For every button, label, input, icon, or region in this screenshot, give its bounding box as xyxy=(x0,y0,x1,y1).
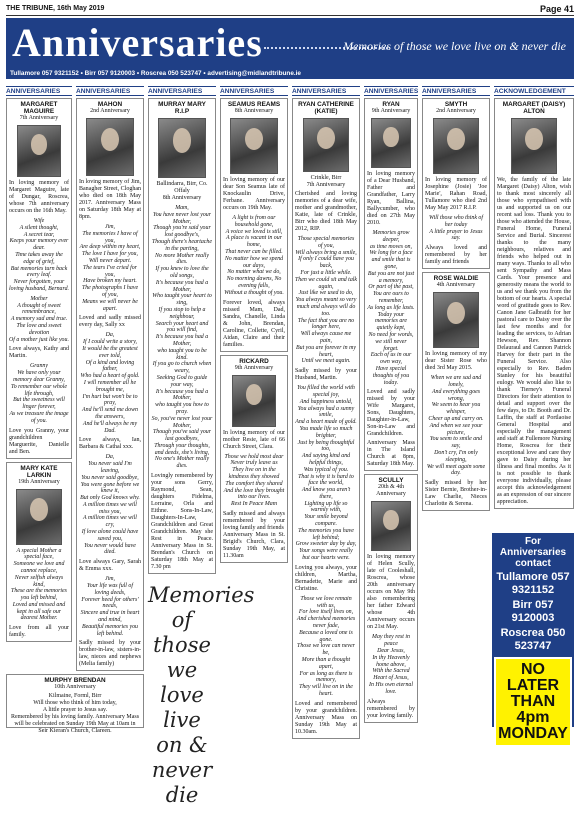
notice-verse: May they rest in peace Dear Jesus, In thy Heavenly home above, With the Sacred Heart of Jesus, In His own eternal love. xyxy=(368,634,413,695)
notice-subtitle: Crinkle, Birr 7th Anniversary xyxy=(306,175,346,188)
notice-text: Always remembered by your loving family. xyxy=(367,698,415,719)
notice-name: MURPHY BRENDAN xyxy=(44,677,106,684)
notice-text: Loved and sadly missed every day, Sally xx xyxy=(79,315,141,329)
notice-subtitle: Ballindarra, Birr, Co. Offaly 8th Anniversary xyxy=(156,181,208,201)
portrait-photo xyxy=(433,292,479,348)
notice-name: MARY KATE LARKIN xyxy=(20,464,58,479)
notice-text: Sadly missed by her Sister Bernie, Brother-in-Law Charlie, Nieces Charlotte & Serena. xyxy=(425,480,487,508)
anniversaries-contact-ad xyxy=(492,533,574,742)
notice-text: Cherished and loving memories of a dear wife, mother and grandmother, Katie, late of Crinkle, Birr who died 18th May 2012, RIP. xyxy=(295,191,357,232)
notice-text: In loving memory of our dear Son Seamus late of Knockaulin Drive, Ferbane. Anniversary occurs on 19th May. xyxy=(223,177,285,211)
column-head-7: ANNIVERSARIES xyxy=(422,86,490,96)
notice-subtitle: 9th Anniversary xyxy=(371,108,411,114)
page-title: Anniversaries xyxy=(12,20,263,65)
notice-text: Loved and remembered by your grandchildren. Anniversary Mass on Sunday 19th May at 10.30am. xyxy=(295,700,357,735)
notice-text: Love you Granny, your grandchildren Marguerite, Danielle and Ben. xyxy=(9,427,69,455)
notice-name: SMYTH xyxy=(444,101,468,108)
memories-script-panel: Memories of those we love live on & never die xyxy=(148,583,255,808)
notice-verse: Those special memories of you, Will always bring a smile, If only I could have you back, For just a little while. Then we could sit and talk again, Just like we used to do, You always meant so very much and always will do too. The fact that you are no longer here, Will always cause me pain, But you are forever in my heart, Until we meet again. xyxy=(295,236,358,365)
column-1 xyxy=(6,98,72,728)
portrait-photo xyxy=(230,118,278,174)
notice-verse: Da, If I could write a story, It would be the greatest ever told, Of a kind and loving father, Who had a heart of gold. I will remember all he brought me, I'm hurt but won't be to pray, And he'll send me down the answers, And he'll always be my Dad. xyxy=(80,332,140,434)
column-head-3: ANNIVERSARIES xyxy=(148,86,216,96)
notice-name: MARGARET (DAISY) ALTON xyxy=(502,101,566,115)
notice-subtitle: 10th Anniversary xyxy=(54,684,96,690)
notice-name: MARGARET MAGUIRE xyxy=(20,101,58,115)
notice-verse: A special Mother a special face, Someone we love and cannot replace, Never selfish always kind, These are the memories you left behind, Loved and missed and kept in all safe our dearest Mother. xyxy=(11,547,67,622)
notice-name: RYAN xyxy=(382,101,400,108)
column-2 xyxy=(76,98,144,672)
portrait-photo xyxy=(433,118,479,174)
notice-smyth xyxy=(422,98,490,269)
notice-verse: Mother A thought of sweet remembrance, A memory sad and true. The love and sweet devotion Of a mother just like you. xyxy=(9,295,69,343)
notice-subtitle: 20th & 4th Anniversary xyxy=(376,484,406,498)
notice-text: Kilmaine, Forml, Birr Will those who think of him today, A little prayer to Jesus say. Remembered by his loving family. Anniversary Mass will be celebrated on Sunday 19th May at 10am in Seir Kieran's Church, Clareen. xyxy=(10,693,140,734)
portrait-photo xyxy=(232,375,276,427)
column-4 xyxy=(220,98,288,728)
notice-text: In loving memory of a Dear Husband, Father and Grandfather, Larry Ryan, Ballina, Ballycumber, who died on 27th May 2010. xyxy=(367,171,415,226)
paper-date: THE TRIBUNE, 16th May 2019 xyxy=(6,5,105,12)
notice-maguire xyxy=(6,98,72,459)
notice-ryan xyxy=(364,98,418,471)
notice-waldie xyxy=(422,272,490,511)
notice-text: Always loved and remembered by her family and friends xyxy=(425,245,487,266)
notice-text: Lovingly remembered by your sons Gerry, Raymond, Sean, daughters Fidelma, Lorraine, Orla and Eithne. Sons-In-Law, Daughters-In-Law, Grandchildren and Great Grandchildren. May she Rest in Peace. Anniversary Mass in St. Brendan's Church on Saturday 18th May at 7.30 pm xyxy=(151,473,213,571)
notice-verse: Memories grow deeper, as time moves on, We long for a face and smile that is gone, But you are not just a memory, Or part of the past, You are ours to remember, As long as life lasts. Today your memories are quietly kept, No need for words, we still never forget. Each of us in our own way, Have special thoughts of you today. xyxy=(367,230,415,386)
notice-verse: Mam, You have never lost your Mother, Though you're said your lost goodbye's, Though there's heartache in the parting, No more Mother really dies. If you knew to love the old songs, It's because you had a Mother, Who taught your heart to sing, If you stop to help a neighbour, Search your heart and you will find, It's because you had a Mother, who taught you to be kind. If you go to church when weary, Seeking God to guide your way, It's because you had a Mother, who taught you how to pray. So, you've never lost your Mother, Though you've said your last goodbyes, Through your thoughts, and deeds, she's living, No one's Mother really dies. xyxy=(151,205,213,470)
notice-text: Sadly missed by your Husband, Martin. xyxy=(295,368,357,382)
notice-text: Love always, Ian, Barbara & Cathal xxx. xyxy=(79,437,141,451)
notice-mahon xyxy=(76,98,144,671)
notice-text: Loved and sadly missed by your Wife Margaret, Sons, Daughters, Daughter-in-Law, Son-in-Law and Grandchildren. xyxy=(367,389,415,438)
notice-name: ROSE WALDIE xyxy=(433,275,479,283)
notice-text: In loving memory of our mother Resie, late of 66 Church Street, Clara. xyxy=(223,429,285,450)
notice-text: We, the family of the late Margaret (Daisy) Alton, wish to thank most sincerely all those who sympathised with us and supported us on our recent sad loss. Thank you to those who attended the House, Funeral Home, Funeral Service and Burial. Sincerest thanks to the many neighbours, relatives and friends who helped out in many ways. Thanks to all who sent Sympathy and Mass Cards. Your presence and generosity means the world to us and we thank you from the bottom of our hearts. A special word of gratitude goes to Rev. Canon Jane Galbraith for her pastoral care to Daisy over the last few months and for leading the services, to Adrian Hewson, Rev. Shannon Delauraul and Cannon Patrick Harvey for their part in the Funeral Service. Also especially to Rev. Baden Stanley for his beautiful eulogy. We would also like to thank Tierney's Funeral Directors for their attention to detail and support over the few days, to Dr. Booth and Dr. Laffin, the staff at Portlaoise General Hospital and especially the management and staff at Fullemore Nursing Home, Roscrea for their exceptional love and care they gave to Daisy during her illness and final months. As it is not possible to thank everyone individually, please accept this acknowledgement as an expression of our sincere appreciation. xyxy=(497,177,571,505)
page-number: Page 41 xyxy=(539,4,574,14)
banner-tagline: Memories of those we love live on & never die xyxy=(343,39,566,53)
notice-text: Sadly missed and always remembered by your loving family and friends Anniversary Mass in St. Brigid's Church, Clara, Sunday 19th May, at 11.30am xyxy=(223,510,285,559)
notice-verse: Da, You never said I'm leaving, You never said goodbye, You were gone before we knew it, But only God knows why. A million times we will miss you, A million times we will cry, If love alone could have saved you, You never would have died. xyxy=(80,454,140,556)
portrait-photo xyxy=(371,501,411,551)
column-head-4: ANNIVERSARIES xyxy=(220,86,288,96)
column-5 xyxy=(292,98,360,735)
column-head-6: ANNIVERSARIES xyxy=(364,88,419,95)
notice-verse: Jim, The memories I have of you, Are deep within my heart, The love I have for you, Will never depart. The tears I've cried for you, Have broken my heart. The photographs I have of you, Means we will never be apart. xyxy=(79,224,141,312)
notice-text: Sadly missed by your brother-in-law, sisters-in-law, nieces and nephews (Melia family) xyxy=(79,640,141,668)
notice-scully xyxy=(364,474,418,722)
notice-ryan-catherine xyxy=(292,98,360,739)
notice-verse: Will those who think of her today A little prayer to Jesus say. xyxy=(429,215,483,242)
ad-tullamore: Tullamore 057 9321152 xyxy=(496,571,570,596)
notice-text: Love always Gary, Sarah & Emma xxx. xyxy=(79,559,141,573)
notice-verse: Wife A silent thought, A secret tear, Keeps your memory ever dear. Time takes away the edge of grief, But memories turn back every leaf. Never forgotten, your loving husband, Bernard. xyxy=(9,218,69,292)
notice-text: Forever loved, always missed Mam, Dad, Sandra, Chanelle, Linda & John, Brendan, Caroline, Collette, Cyril, Aidan, Claire and their families. xyxy=(223,299,285,348)
notice-name: RYAN CATHERINE (KATIE) xyxy=(298,101,354,115)
portrait-photo xyxy=(303,118,349,172)
murphy-box xyxy=(6,674,144,734)
column-head-2: ANNIVERSARIES xyxy=(76,86,144,96)
portrait-photo xyxy=(511,118,557,174)
notice-verse: Granny We have only your memory dear Granny, To remember our whole life through, But the sweetness will linger forever, As we treasure the image of you. xyxy=(9,363,69,424)
notice-verse: When we are sad and lonely, And everything goes wrong, We seem to hear you whisper, Cheer up and carry on. And when we see your picture, You seem to smile and say, Don't cry, I'm only sleeping, We will meet again some day. xyxy=(426,375,486,477)
notice-name: SEAMUS REAMS xyxy=(227,101,281,108)
contact-line: Tullamore 057 9321152 • Birr 057 9120003 • Roscrea 050 523747 • advertising@midlandtribune.ie xyxy=(6,68,574,79)
notice-subtitle: 19th Anniversary xyxy=(18,478,60,485)
notice-alton-acknowledgement xyxy=(494,98,574,509)
portrait-photo xyxy=(17,125,61,177)
ad-birr: Birr 057 9120003 xyxy=(511,599,555,624)
portrait-photo xyxy=(158,118,206,178)
notice-text: In loving memory of my dear Sister Rose who died 3rd May 2015. xyxy=(425,351,487,372)
anniversaries-banner xyxy=(6,18,574,68)
column-7 xyxy=(422,98,490,728)
column-6 xyxy=(364,98,418,728)
ad-roscrea: Roscrea 050 523747 xyxy=(500,627,566,652)
column-head-5: ANNIVERSARIES xyxy=(292,86,360,96)
notice-murphy xyxy=(6,674,144,734)
notice-name: MAHON xyxy=(97,101,123,108)
notice-name: RICKARD xyxy=(239,357,269,365)
top-line xyxy=(6,4,574,16)
notice-text: In loving memory of Margaret Maguire, late of Dungar, Roscrea, whose 7th anniversary occurs on the 16th May. xyxy=(9,180,69,214)
deadline-badge: NO LATER THAN 4pm MONDAY xyxy=(494,657,572,747)
ad-heading: For Anniversaries contact xyxy=(499,536,567,569)
notice-name: MURRAY MARY R.I.P xyxy=(158,101,206,115)
notice-text: In loving memory of Helen Scully, late of Cooleshall, Roscrea, whose 20th anniversary occurs on May 9th also remembering her father Edward whose 4th Anniversary occurs on 21st May. xyxy=(367,554,415,631)
notice-text: In loving memory of Josephine (Josie) 'Joe Marie', Rahan Road, Tullamore who died 2nd May May 2017 R.I.P. xyxy=(425,177,487,211)
column-head-8: ACKNOWLEDGEMENT xyxy=(494,86,574,96)
notice-text: Loving you always, your children, Martha, Bernadette, Marie and Christine. xyxy=(295,564,357,592)
notice-subtitle: 8th Anniversary xyxy=(234,108,274,114)
portrait-photo xyxy=(86,118,134,176)
portrait-photo xyxy=(16,489,62,545)
notice-verse: Jim, Your life was full of loving deeds, Forever heed for others' needs, Sincere and true in heart and mind, Beautiful memories you left behind. xyxy=(80,576,140,637)
notice-text: Love from all your family. xyxy=(9,625,69,639)
notice-verse: Those we love remain with us, For love itself lives on, And cherished memories never fade, Because a loved one is gone. Those we love can never be, More than a thought apart, For as long as there is memory, They will live on in the heart. xyxy=(296,595,356,698)
notice-reams xyxy=(220,98,288,352)
portrait-photo xyxy=(371,118,411,168)
notice-name: SCULLY xyxy=(378,477,404,485)
column-8 xyxy=(494,98,574,528)
notice-murray xyxy=(148,98,216,574)
notice-text: Anniversary Mass in The Island Church at 8pm, Saturday 18th May. xyxy=(367,440,415,468)
notice-text: In loving memory of Jim, Banagher Street, Cloghan who died on 18th May 2017. Anniversary Mass on Saturday 18th May at 8pm. xyxy=(79,179,141,220)
notice-larkin xyxy=(6,462,72,643)
notice-subtitle: 7th Anniversary xyxy=(19,115,59,121)
column-head-1: ANNIVERSARIES xyxy=(6,86,72,96)
notice-subtitle: 4th Anniversary xyxy=(436,282,476,289)
notice-rickard xyxy=(220,355,288,563)
notice-verse: Those we hold most dear Never truly leave us They live on in the kindness they showed The comfort they shared And the love they brought into our lives. Rest In Peace Mam xyxy=(223,453,285,508)
notice-subtitle: 2nd Anniversary xyxy=(90,108,130,114)
notice-subtitle: 9th Anniversary xyxy=(234,364,274,371)
notice-subtitle: 2nd Anniversary xyxy=(436,108,476,114)
notice-text: Love always, Kathy and Martin. xyxy=(9,346,69,360)
notice-verse: You filled the world with special joy, And happiness untold, You always had a sunny smile, And a heart made of gold. You made life so much brighter, Just by being thoughtful too, And saying kind and helpful things, Was typical of you. That is why it is hard to face the world, And know you aren't there, Lighting up life so warmly with, Your smile beyond compare. The memories you have left behind; Grow sweeter day by day, Your songs were really but our hearts were. xyxy=(295,385,357,562)
notice-verse: A light is from our household gone, A voice we loved is still, A place is vacant in our home, That never can be filled. No matter how we spend our days, No matter what we do, No morning dawns, No evening falls, Without a thought of you. xyxy=(224,215,284,296)
